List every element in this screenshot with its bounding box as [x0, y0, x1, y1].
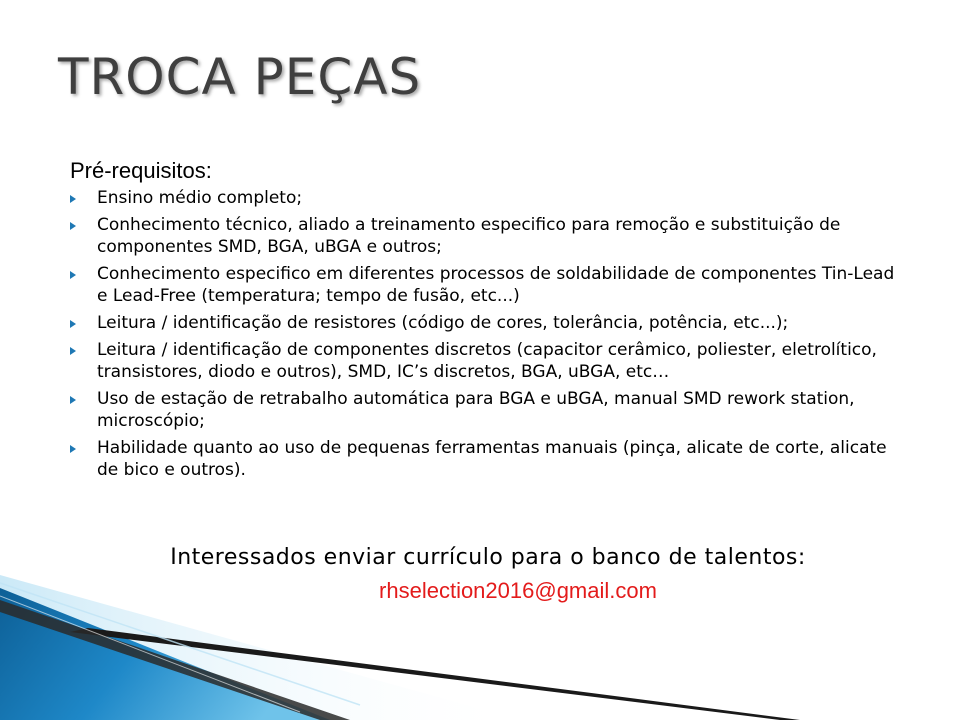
list-item-text: Habilidade quanto ao uso de pequenas ferramentas manuais (pinça, alicate de corte, alicate de bico e outros). — [97, 438, 887, 480]
list-item — [70, 187, 910, 209]
call-to-action: Interessados enviar currículo para o banco de talentos: — [170, 545, 806, 570]
triangle-right-icon — [70, 445, 76, 453]
list-item — [70, 437, 910, 481]
prerequisites-list — [70, 187, 910, 481]
list-item — [70, 263, 910, 307]
slide-title: TROCA PEÇAS — [58, 48, 422, 106]
list-item — [70, 312, 910, 334]
triangle-right-icon — [70, 195, 76, 203]
list-item-text: Conhecimento técnico, aliado a treinamento especifico para remoção e substituição de componentes SMD, BGA, uBGA e outros; — [97, 215, 841, 257]
triangle-right-icon — [70, 271, 76, 279]
list-item — [70, 214, 910, 258]
triangle-right-icon — [70, 396, 76, 404]
contact-email: rhselection2016@gmail.com — [379, 578, 657, 603]
list-item — [70, 339, 910, 383]
triangle-right-icon — [70, 222, 76, 230]
prerequisites-section — [70, 157, 910, 486]
triangle-right-icon — [70, 347, 76, 355]
list-item-text: Leitura / identificação de componentes discretos (capacitor cerâmico, poliester, eletrolítico, transistores, diodo e outros), SMD, IC’s discretos, BGA, uBGA, etc… — [97, 340, 877, 382]
list-item-text: Leitura / identificação de resistores (código de cores, tolerância, potência, etc...); — [97, 313, 789, 333]
triangle-right-icon — [70, 320, 76, 328]
list-item — [70, 388, 910, 432]
list-item-text: Uso de estação de retrabalho automática para BGA e uBGA, manual SMD rework station, microscópio; — [97, 389, 855, 431]
prerequisites-heading: Pré-requisitos: — [70, 158, 212, 183]
list-item-text: Conhecimento especifico em diferentes processos de soldabilidade de componentes Tin-Lead e Lead-Free (temperatura; tempo de fusão, etc...) — [97, 264, 895, 306]
list-item-text: Ensino médio completo; — [97, 188, 303, 208]
